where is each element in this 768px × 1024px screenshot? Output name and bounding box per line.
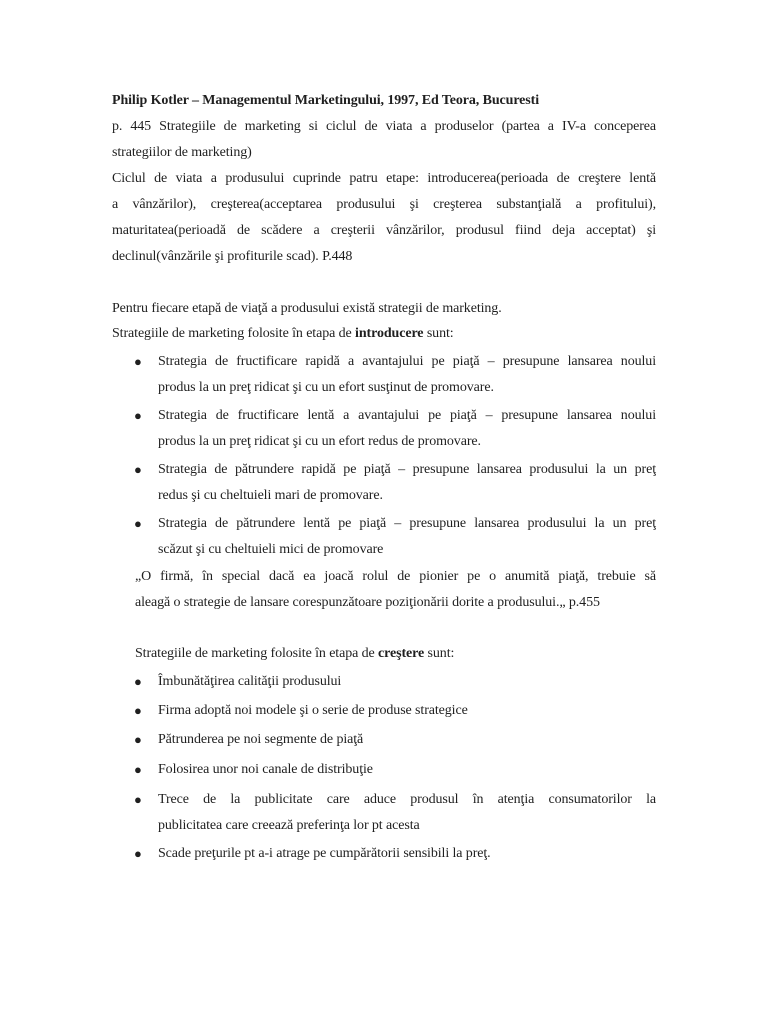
para2-line-2 [112, 325, 656, 343]
intro-bullet-1-line-1: Strategia de fructificare rapidă a avantajului pe piaţă – presupune lansarea noului [158, 354, 656, 369]
intro-bullet-4-line-1: Strategia de pătrundere lentă pe piaţă – presupune lansarea produsului la un preţ [158, 516, 656, 531]
intro-line-4: a vânzărilor), creşterea(acceptarea produsului şi creşterea substanţială a profitului), [112, 197, 656, 212]
bullet-icon: ● [134, 462, 142, 477]
bullet-icon: ● [134, 408, 142, 423]
growth-bullet-3: Pătrunderea pe noi segmente de piaţă [158, 732, 364, 747]
bullet-icon: ● [134, 516, 142, 531]
growth-bullet-5-line-2: publicitatea care creează preferinţa lor pt acesta [158, 818, 420, 833]
bullet-icon: ● [134, 703, 142, 718]
bullet-icon: ● [134, 674, 142, 689]
growth-heading-pre: Strategiile de marketing folosite în etapa de [135, 646, 379, 661]
intro-line-2: strategiilor de marketing) [112, 145, 252, 160]
bullet-icon: ● [134, 792, 142, 807]
quote-line-2: aleagă o strategie de lansare corespunzătoare poziţionării dorite a produsului.„ p.455 [135, 595, 600, 610]
growth-bullet-6: Scade preţurile pt a-i atrage pe cumpărătorii sensibili la preţ. [158, 846, 491, 861]
bullet-icon: ● [134, 354, 142, 369]
document-title: Philip Kotler – Managementul Marketingului, 1997, Ed Teora, Bucuresti [112, 93, 539, 108]
para2-line-2-pre: Strategiile de marketing folosite în etapa de [112, 326, 356, 341]
growth-bullet-1: Îmbunătăţirea calităţii produsului [158, 674, 342, 689]
intro-bullet-3-line-2: redus şi cu cheltuieli mari de promovare. [158, 488, 383, 503]
bullet-icon: ● [134, 846, 142, 861]
intro-line-3: Ciclul de viata a produsului cuprinde patru etape: introducerea(perioada de creştere lentă [112, 171, 656, 186]
growth-heading-post: sunt: [424, 646, 455, 661]
introducere-term: introducere [355, 326, 424, 341]
growth-bullet-2: Firma adoptă noi modele şi o serie de produse strategice [158, 703, 468, 718]
intro-bullet-2-line-1: Strategia de fructificare lentă a avantajului pe piaţă – presupune lansarea noului [158, 408, 656, 423]
growth-heading [135, 645, 656, 663]
growth-bullet-5-line-1: Trece de la publicitate care aduce produsul în atenţia consumatorilor la [158, 792, 656, 807]
intro-bullet-4-line-2: scăzut şi cu cheltuieli mici de promovare [158, 542, 384, 557]
intro-bullet-1-line-2: produs la un preţ ridicat şi cu un efort susţinut de promovare. [158, 380, 494, 395]
growth-bullet-4: Folosirea unor noi canale de distribuţie [158, 762, 373, 777]
crestere-term: creştere [378, 646, 425, 661]
para2-line-2-post: sunt: [423, 326, 454, 341]
intro-line-1: p. 445 Strategiile de marketing si ciclul de viata a produselor (partea a IV-a conceperea [112, 119, 656, 134]
para2-line-1: Pentru fiecare etapă de viaţă a produsului există strategii de marketing. [112, 301, 502, 316]
intro-line-5: maturitatea(perioadă de scădere a creşterii vânzărilor, produsul fiind deja acceptat) şi [112, 223, 656, 238]
quote-line-1: „O firmă, în special dacă ea joacă rolul de pionier pe o anumită piaţă, trebuie să [135, 569, 656, 584]
bullet-icon: ● [134, 762, 142, 777]
intro-line-6: declinul(vânzările şi profiturile scad). P.448 [112, 249, 353, 264]
bullet-icon: ● [134, 732, 142, 747]
intro-bullet-3-line-1: Strategia de pătrundere rapidă pe piaţă – presupune lansarea produsului la un preţ [158, 462, 656, 477]
intro-bullet-2-line-2: produs la un preţ ridicat şi cu un efort redus de promovare. [158, 434, 481, 449]
